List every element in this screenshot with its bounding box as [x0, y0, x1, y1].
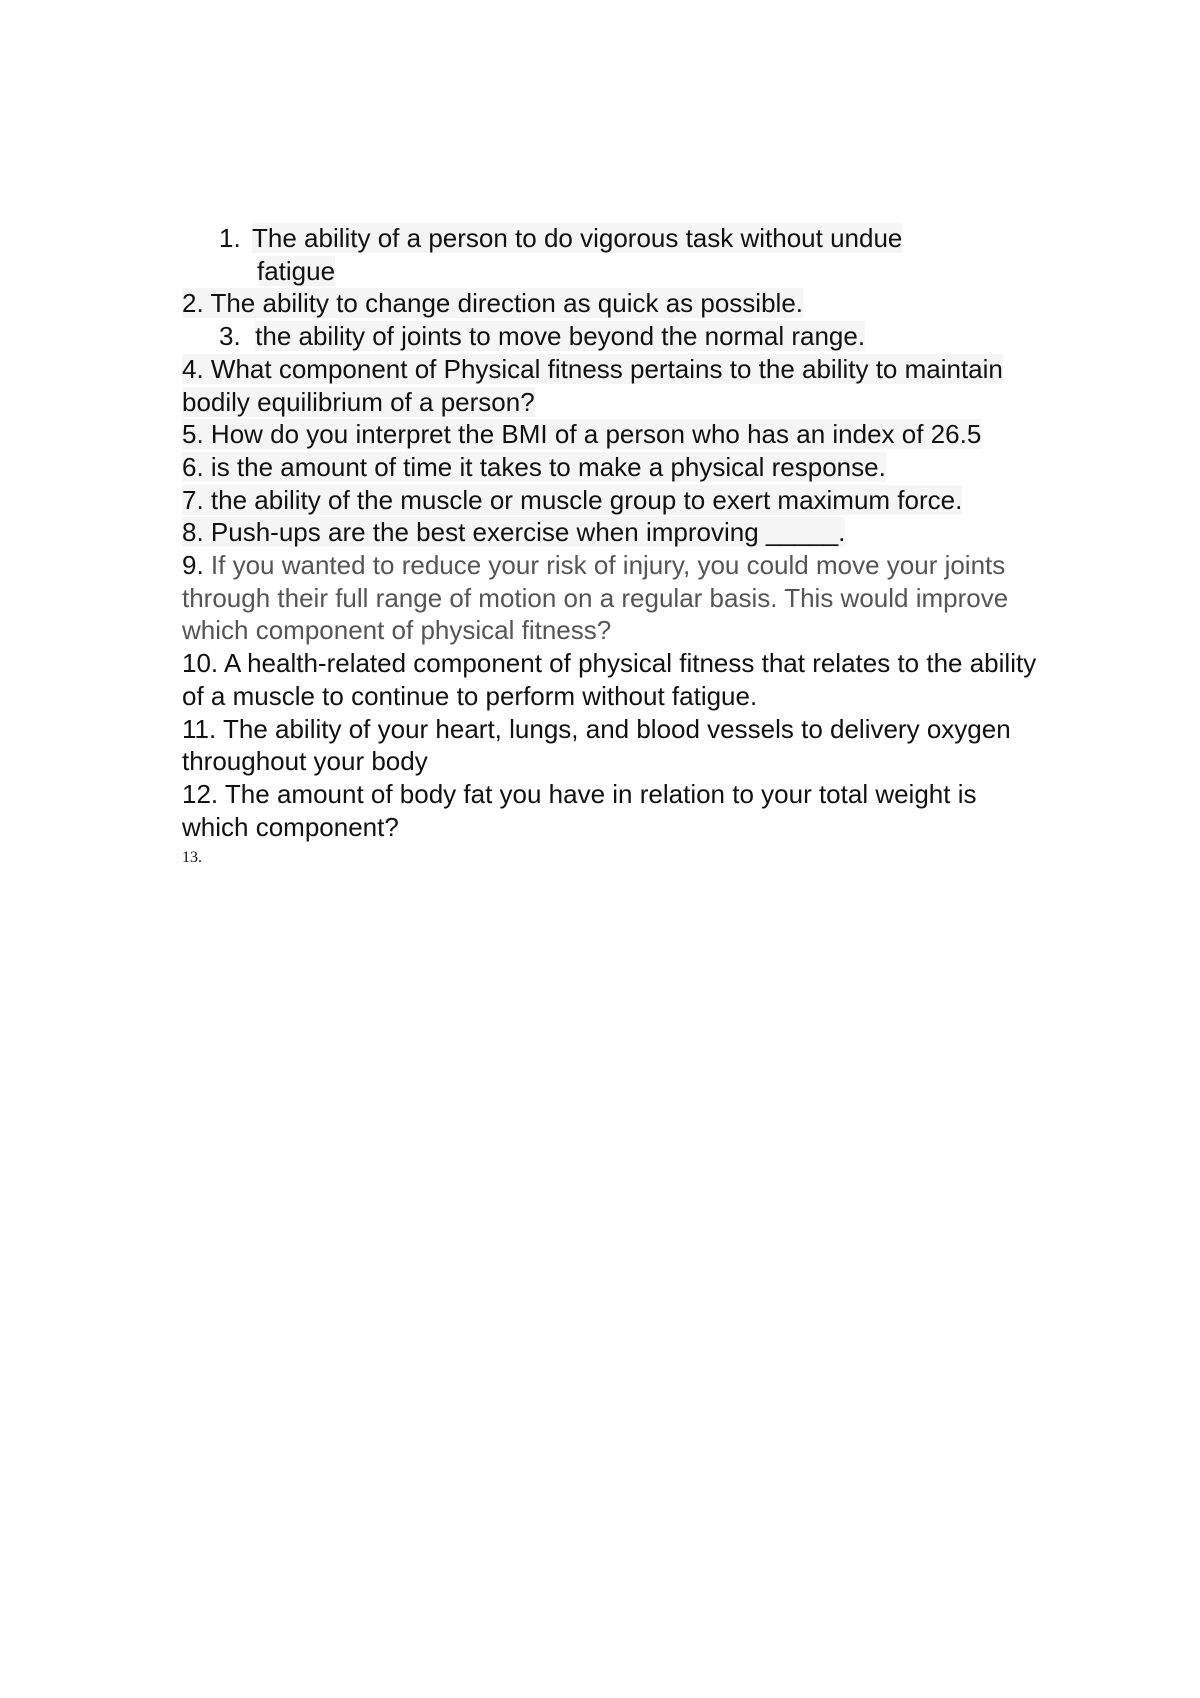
question-number: 12.: [182, 778, 219, 809]
question-text: The ability to change direction as quick as possible.: [210, 288, 804, 319]
question-number: 10.: [182, 648, 219, 679]
question-text: How do you interpret the BMI of a person who has an index of 26.5: [210, 419, 982, 450]
question-text: the ability of joints to move beyond the normal range.: [255, 321, 866, 352]
question-10: [182, 647, 1042, 712]
question-number: 7.: [182, 484, 204, 515]
question-number: 9.: [182, 550, 204, 581]
question-1: [182, 222, 1042, 287]
question-text-continued: fatigue: [257, 255, 336, 286]
question-6: [182, 451, 1042, 484]
question-text: the ability of the muscle or muscle group to exert maximum force.: [210, 484, 963, 515]
question-8: [182, 516, 1042, 549]
question-number: 11.: [182, 713, 217, 744]
question-5: [182, 418, 1042, 451]
question-4: [182, 353, 1042, 418]
question-2: [182, 287, 1042, 320]
question-11: [182, 713, 1042, 778]
question-text: Push-ups are the best exercise when improving _____.: [210, 517, 846, 548]
question-3: [182, 320, 1042, 353]
question-number: 8.: [182, 517, 204, 548]
question-number: 1.: [219, 223, 241, 253]
question-13: [182, 845, 1042, 871]
question-number: 4.: [182, 353, 204, 384]
question-9: [182, 549, 1042, 647]
question-12: [182, 778, 1042, 843]
question-text: If you wanted to reduce your risk of injury, you could move your joints through their full range of motion on a regular basis. This would improve which component of physical fitness?: [182, 550, 1009, 646]
question-number: 13.: [182, 849, 202, 867]
question-text: A health-related component of physical fitness that relates to the ability of a muscle to continue to perform without fatigue.: [182, 648, 1037, 711]
question-text: The amount of body fat you have in relation to your total weight is which component?: [182, 778, 977, 842]
question-list: [182, 222, 1042, 871]
question-number: 2.: [182, 288, 204, 319]
question-number: 6.: [182, 451, 204, 482]
question-text: The ability of your heart, lungs, and blood vessels to delivery oxygen throughout your body: [182, 713, 1011, 777]
question-text: is the amount of time it takes to make a physical response.: [210, 451, 886, 482]
question-text: What component of Physical fitness pertains to the ability to maintain bodily equilibrium of a person?: [182, 353, 1003, 417]
question-number: 5.: [182, 419, 204, 450]
question-text: The ability of a person to do vigorous task without undue: [252, 223, 903, 253]
question-number: 3.: [219, 321, 241, 352]
question-7: [182, 484, 1042, 517]
